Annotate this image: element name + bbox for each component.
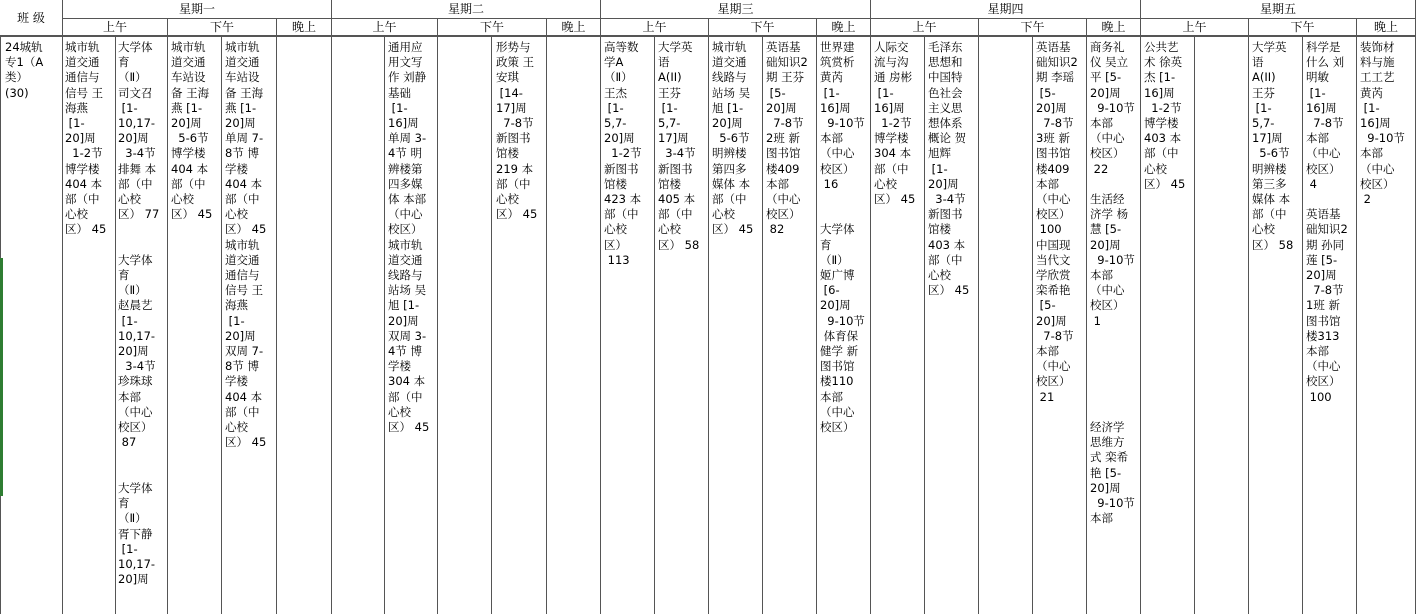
period-header-mon-am bbox=[63, 19, 168, 36]
period-label: 下午 bbox=[209, 20, 234, 34]
course-cell-fri-pm2: 科学是 什么 刘 明敏 [1- 16]周 7-8节 本部 （中心 校区） 4 英语基 础知识2 期 孙同 莲 [5- 20]周 7-8节 1班 新 图书馆 楼313 本部 （中心 校区） 100 bbox=[1306, 40, 1348, 404]
period-header-thu-pm bbox=[979, 19, 1087, 36]
course-cell-wed-am2: 大学英 语 A(II) 王芬 [1- 5,7- 17]周 3-4节 新图书 馆楼 405 本 部（中 心校 区） 58 bbox=[658, 40, 700, 252]
course-cell-wed-am1: 高等数 学A （Ⅱ） 王杰 [1- 5,7- 20]周 1-2节 新图书 馆楼 423 本 部（中 心校 区） 113 bbox=[604, 40, 642, 267]
period-label: 下午 bbox=[1020, 20, 1045, 34]
period-label: 上午 bbox=[102, 20, 127, 34]
period-header-mon-pm bbox=[168, 19, 277, 36]
period-header-tue-pm bbox=[438, 19, 547, 36]
course-cell-tue-am2: 通用应 用文写 作 刘静 基础 [1- 16]周 单周 3- 4节 明 辨楼第 四多媒 体 本部 （中心 校区） 城市轨 道交通 线路与 站场 吴 旭 [1- 20]周 双周 3- 4节 博 学楼 304 本 部（中 心校 区） 45 bbox=[388, 40, 430, 435]
day-label: 星期四 bbox=[987, 2, 1024, 16]
period-label: 下午 bbox=[1290, 20, 1315, 34]
course-cell-thu-am1: 人际交 流与沟 通 房彬 [1- 16]周 1-2节 博学楼 304 本 部（中 心校 区） 45 bbox=[874, 40, 916, 207]
period-label: 下午 bbox=[479, 20, 504, 34]
day-label: 星期一 bbox=[178, 2, 215, 16]
course-cell-fri-eve: 装饰材 料与施 工工艺 黄芮 [1- 16]周 9-10节 本部 （中心 校区） 2 bbox=[1360, 40, 1405, 207]
period-header-tue-am bbox=[332, 19, 438, 36]
period-label: 晚上 bbox=[291, 20, 316, 34]
col-thu-pm1 bbox=[979, 36, 1033, 614]
period-header-fri-eve bbox=[1357, 19, 1416, 36]
period-header-mon-eve bbox=[277, 19, 332, 36]
day-header-wed bbox=[601, 0, 871, 19]
period-label: 上午 bbox=[912, 20, 937, 34]
period-header-wed-eve bbox=[817, 19, 871, 36]
course-cell-mon-am1: 城市轨 道交通 通信与 信号 王 海燕 [1- 20]周 1-2节 博学楼 404 本 部（中 心校 区） 45 bbox=[65, 40, 107, 237]
period-header-wed-pm bbox=[709, 19, 817, 36]
day-label: 星期五 bbox=[1259, 2, 1296, 16]
col-tue-pm1 bbox=[438, 36, 492, 614]
period-label: 上午 bbox=[642, 20, 667, 34]
day-header-mon bbox=[63, 0, 332, 19]
period-label: 晚上 bbox=[561, 20, 586, 34]
class-label-header bbox=[0, 0, 63, 36]
period-label: 下午 bbox=[750, 20, 775, 34]
class-name-cell: 24城轨 专1（A 类） (30) bbox=[5, 40, 44, 100]
col-tue-eve bbox=[547, 36, 601, 614]
day-header-fri bbox=[1141, 0, 1416, 19]
period-label: 晚上 bbox=[1101, 20, 1126, 34]
col-mon-eve bbox=[277, 36, 332, 614]
course-cell-mon-pm1: 城市轨 道交通 车站设 备 王海 燕 [1- 20]周 5-6节 博学楼 404 本 部（中 心校 区） 45 bbox=[171, 40, 213, 222]
period-header-tue-eve bbox=[547, 19, 601, 36]
course-cell-mon-pm2: 城市轨 道交通 车站设 备 王海 燕 [1- 20]周 单周 7- 8节 博 学楼 404 本 部（中 心校 区） 45 城市轨 道交通 通信与 信号 王 海燕 [1- 20]周 双周 7- 8节 博 学楼 404 本 部（中 心校 区） 45 bbox=[225, 40, 267, 450]
col-tue-am1 bbox=[332, 36, 385, 614]
course-cell-wed-pm2: 英语基 础知识2 期 王芬 [5- 20]周 7-8节 2班 新 图书馆 楼409 本部 （中心 校区） 82 bbox=[766, 40, 808, 237]
period-label: 晚上 bbox=[1373, 20, 1398, 34]
period-label: 晚上 bbox=[831, 20, 856, 34]
course-cell-thu-am2: 毛泽东 思想和 中国特 色社会 主义思 想体系 概论 贺 旭辉 [1- 20]周 3-4节 新图书 馆楼 403 本 部（中 心校 区） 45 bbox=[928, 40, 970, 298]
course-cell-thu-pm2: 英语基 础知识2 期 李瑶 [5- 20]周 7-8节 3班 新 图书馆 楼409 本部 （中心 校区） 100 中国现 当代文 学欣赏 栾希艳 [5- 20]周 7-8节 本部 （中心 校区） 21 bbox=[1036, 40, 1078, 404]
course-cell-fri-pm1: 大学英 语 A(II) 王芬 [1- 5,7- 17]周 5-6节 明辨楼 第三多 媒体 本 部（中 心校 区） 58 bbox=[1252, 40, 1294, 252]
day-label: 星期三 bbox=[717, 2, 754, 16]
day-header-thu bbox=[871, 0, 1141, 19]
course-cell-thu-eve: 商务礼 仪 吴立 平 [5- 20]周 9-10节 本部 （中心 校区） 22 生活经 济学 杨 慧 [5- 20]周 9-10节 本部 （中心 校区） 1 经济学 思维方 式 栾希 艳 [5- 20]周 9-10节 本部 bbox=[1090, 40, 1135, 526]
course-cell-mon-am2: 大学体 育 （Ⅱ） 司文召 [1- 10,17- 20]周 3-4节 排舞 本 部（中 心校 区） 77 大学体 育 （Ⅱ） 赵晨艺 [1- 10,17- 20]周 3-4节 珍珠球 本部 （中心 校区） 87 大学体 育 （Ⅱ） 胥下静 [1- 10,17- 20]周 bbox=[118, 40, 160, 587]
course-cell-wed-pm1: 城市轨 道交通 线路与 站场 吴 旭 [1- 20]周 5-6节 明辨楼 第四多 媒体 本 部（中 心校 区） 45 bbox=[712, 40, 754, 237]
col-class bbox=[0, 36, 63, 614]
course-cell-fri-am1: 公共艺 术 徐英 杰 [1- 16]周 1-2节 博学楼 403 本 部（中 心校 区） 45 bbox=[1144, 40, 1186, 191]
period-header-wed-am bbox=[601, 19, 709, 36]
class-label-text: 班 级 bbox=[17, 10, 45, 25]
day-label: 星期二 bbox=[447, 2, 484, 16]
col-fri-am2 bbox=[1195, 36, 1249, 614]
period-label: 上午 bbox=[372, 20, 397, 34]
period-header-fri-am bbox=[1141, 19, 1249, 36]
course-cell-tue-pm1: 形势与 政策 王 安琪 [14- 17]周 7-8节 新图书 馆楼 219 本 部（中 心校 区） 45 bbox=[496, 40, 538, 222]
row-selection-marker bbox=[0, 258, 3, 496]
period-header-thu-eve bbox=[1087, 19, 1141, 36]
period-label: 上午 bbox=[1182, 20, 1207, 34]
period-header-thu-am bbox=[871, 19, 979, 36]
period-header-fri-pm bbox=[1249, 19, 1357, 36]
course-cell-wed-eve: 世界建 筑赏析 黄芮 [1- 16]周 9-10节 本部 （中心 校区） 16 大学体 育 （Ⅱ） 姬广博 [6- 20]周 9-10节 体育保 健学 新 图书馆 楼110 本部 （中心 校区） bbox=[820, 40, 865, 435]
day-header-tue bbox=[332, 0, 601, 19]
